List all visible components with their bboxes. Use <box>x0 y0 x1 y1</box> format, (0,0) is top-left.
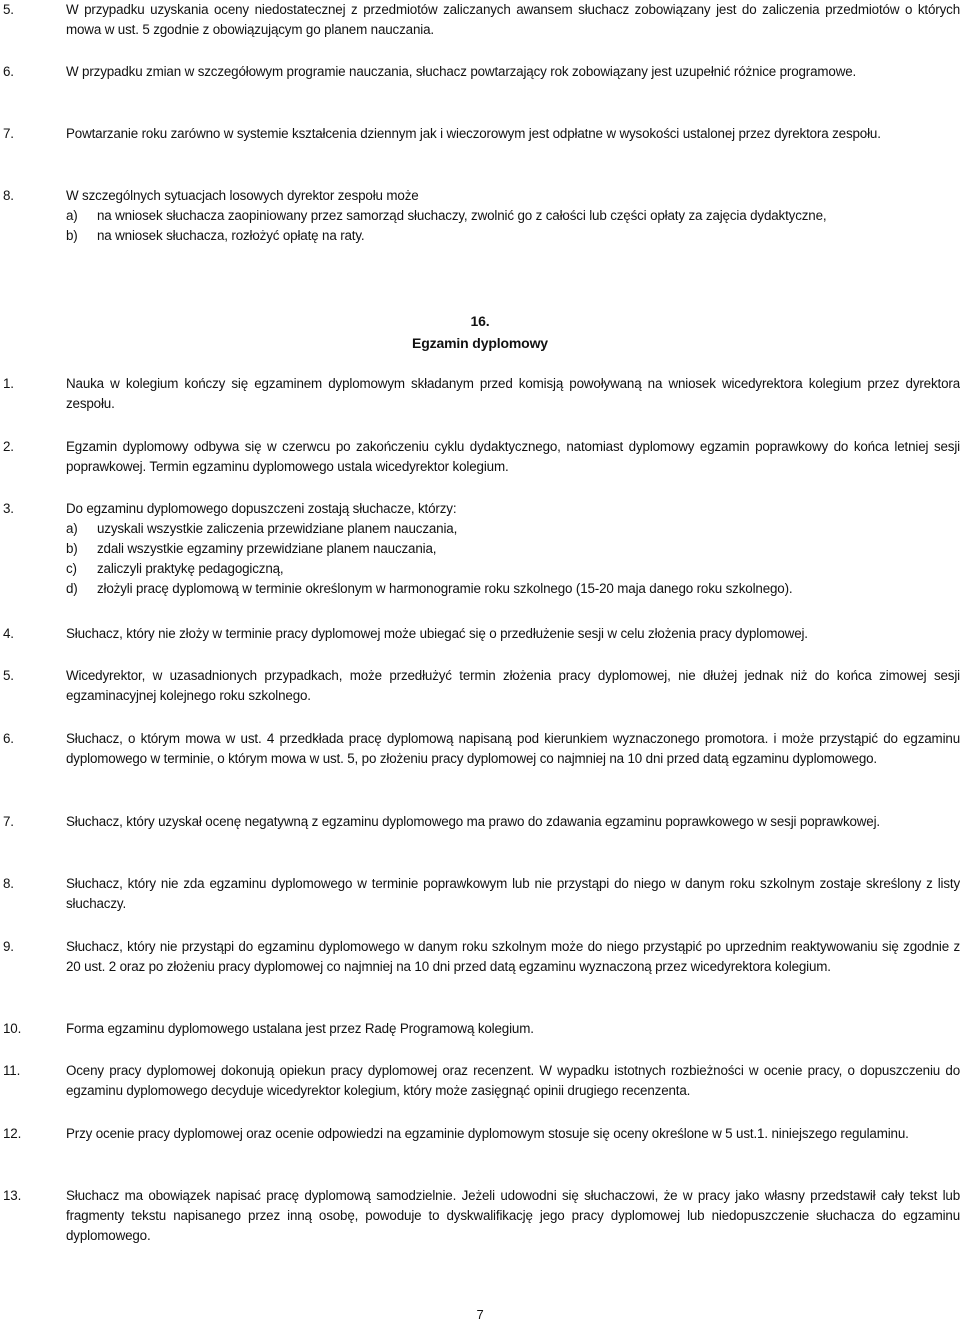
paragraph-text: Wicedyrektor, w uzasadnionych przypadkach, może przedłużyć termin złożenia pracy dyplomowej, nie dłużej jednak niż do końca zimowej sesji egzaminacyjnej kolejnego roku szkolnego. <box>66 668 960 703</box>
paragraph-text: Słuchacz, o którym mowa w ust. 4 przedkłada pracę dyplomową napisaną pod kierunkiem wyznaczonego promotora. i może przystąpić do egzaminu dyplomowego w terminie, o którym mowa w ust. 5, po złożeniu pracy dyplomowej co najmniej na 10 dni przed datą egzaminu dyplomowego. <box>66 731 960 766</box>
paragraph-text: Forma egzaminu dyplomowego ustalana jest przez Radę Programową kolegium. <box>66 1021 534 1036</box>
sub-item-c <box>66 559 960 579</box>
exam-paragraph-9 <box>3 937 960 977</box>
paragraph-number: 1. <box>3 376 14 391</box>
paragraph-text: Nauka w kolegium kończy się egzaminem dyplomowym składanym przed komisją powoływaną na wniosek wicedyrektora kolegium przez dyrektora zespołu. <box>66 376 960 411</box>
sub-item-d <box>66 579 960 599</box>
paragraph-number: 6. <box>3 64 14 79</box>
section-title: Egzamin dyplomowy <box>412 335 548 351</box>
paragraph-text: Powtarzanie roku zarówno w systemie kształcenia dziennym jak i wieczorowym jest odpłatne w wysokości ustalonej przez dyrektora zespołu. <box>66 126 881 141</box>
exam-paragraph-12 <box>3 1124 960 1144</box>
sub-item-b <box>66 226 960 246</box>
paragraph-text: Przy ocenie pracy dyplomowej oraz ocenie odpowiedzi na egzaminie dyplomowym stosuje się oceny określone w 5 ust.1. niniejszego regulaminu. <box>66 1126 909 1141</box>
sub-item-text: zdali wszystkie egzaminy przewidziane planem nauczania, <box>97 541 437 556</box>
sub-item-text: na wniosek słuchacza zaopiniowany przez samorząd słuchaczy, zwolnić go z całości lub części opłaty za zajęcia dydaktyczne, <box>97 208 827 223</box>
paragraph-text: Słuchacz ma obowiązek napisać pracę dyplomową samodzielnie. Jeżeli udowodni się słuchaczowi, że w pracy jako własny przedstawił cały tekst lub fragmenty tekstu napisanego przez inną osobę, powoduje to dyskwalifikację jego pracy dyplomowej lub niedopuszczenie słuchacza do egzaminu dyplomowego. <box>66 1188 960 1243</box>
sub-item-text: na wniosek słuchacza, rozłożyć opłatę na raty. <box>97 228 365 243</box>
paragraph-text: Egzamin dyplomowy odbywa się w czerwcu po zakończeniu cyklu dydaktycznego, natomiast dyplomowy egzamin poprawkowy do końca letniej sesji poprawkowej. Termin egzaminu dyplomowego ustala wicedyrektor kolegium. <box>66 439 960 474</box>
paragraph-number: 10. <box>3 1021 22 1036</box>
exam-paragraph-8 <box>3 874 960 914</box>
paragraph-number: 3. <box>3 501 14 516</box>
paragraph-number: 6. <box>3 731 14 746</box>
paragraph-text: Słuchacz, który uzyskał ocenę negatywną z egzaminu dyplomowego ma prawo do zdawania egzaminu poprawkowego w sesji poprawkowej. <box>66 814 880 829</box>
sub-item-label: a) <box>66 208 78 223</box>
exam-paragraph-4 <box>3 624 960 644</box>
paragraph-number: 5. <box>3 2 14 17</box>
paragraph-number: 5. <box>3 668 14 683</box>
paragraph-number: 13. <box>3 1188 22 1203</box>
sub-item-text: uzyskali wszystkie zaliczenia przewidziane planem nauczania, <box>97 521 458 536</box>
exam-paragraph-11 <box>3 1061 960 1101</box>
sub-item-label: b) <box>66 228 78 243</box>
section-number: 16. <box>470 313 490 329</box>
sub-item-label: a) <box>66 521 78 536</box>
paragraph-number: 11. <box>3 1063 21 1078</box>
paragraph-number: 7. <box>3 814 14 829</box>
paragraph-number: 8. <box>3 188 14 203</box>
paragraph-number: 9. <box>3 939 14 954</box>
sub-item-b <box>66 539 960 559</box>
paragraph-number: 7. <box>3 126 14 141</box>
sub-item-text: zaliczyli praktykę pedagogiczną, <box>97 561 284 576</box>
paragraph-text: Słuchacz, który nie przystąpi do egzaminu dyplomowego w danym roku szkolnym może do niego przystąpić po uprzednim reaktywowaniu się zgodnie z 20 ust. 2 oraz po złożeniu pracy dyplomowej co najmniej na 10 dni przed datą egzaminu wyznaczoną przez wicedyrektora kolegium. <box>66 939 960 974</box>
exam-paragraph-3 <box>3 499 960 599</box>
paragraph-number: 12. <box>3 1126 22 1141</box>
sub-item-label: b) <box>66 541 78 556</box>
paragraph-text <box>66 186 960 246</box>
paragraph-text: Słuchacz, który nie zda egzaminu dyplomowego w terminie poprawkowym lub nie przystąpi do niego w danym roku szkolnym zostaje skreślony z listy słuchaczy. <box>66 876 960 911</box>
paragraph-text: W przypadku zmian w szczegółowym programie nauczania, słuchacz powtarzający rok zobowiązany jest uzupełnić różnice programowe. <box>66 64 857 79</box>
paragraph-7 <box>3 124 960 144</box>
paragraph-number: 8. <box>3 876 14 891</box>
sub-item-label: d) <box>66 581 78 596</box>
paragraph-5 <box>3 0 960 40</box>
exam-paragraph-10 <box>3 1019 960 1039</box>
exam-paragraph-6 <box>3 729 960 769</box>
exam-paragraph-2 <box>3 437 960 477</box>
paragraph-number: 2. <box>3 439 14 454</box>
exam-paragraph-5 <box>3 666 960 706</box>
paragraph-intro: Do egzaminu dyplomowego dopuszczeni zostają słuchacze, którzy: <box>66 501 457 516</box>
exam-paragraph-1 <box>3 374 960 414</box>
paragraph-intro: W szczególnych sytuacjach losowych dyrektor zespołu może <box>66 188 419 203</box>
paragraph-text: Słuchacz, który nie złoży w terminie pracy dyplomowej może ubiegać się o przedłużenie sesji w celu złożenia pracy dyplomowej. <box>66 626 808 641</box>
page-number: 7 <box>476 1307 484 1322</box>
paragraph-8 <box>3 186 960 246</box>
sub-item-a <box>66 519 960 539</box>
paragraph-6 <box>3 62 960 82</box>
sub-item-label: c) <box>66 561 77 576</box>
paragraph-text: Oceny pracy dyplomowej dokonują opiekun pracy dyplomowej oraz recenzent. W wypadku istotnych rozbieżności w ocenie pracy, o dopuszczeniu do egzaminu dyplomowego decyduje wicedyrektor kolegium, który może zasięgnąć opinii drugiego recenzenta. <box>66 1063 960 1098</box>
paragraph-text <box>66 499 960 599</box>
exam-paragraph-7 <box>3 812 960 832</box>
paragraph-number: 4. <box>3 626 14 641</box>
paragraph-text: W przypadku uzyskania oceny niedostatecznej z przedmiotów zaliczanych awansem słuchacz zobowiązany jest do zaliczenia przedmiotów o których mowa w ust. 5 zgodnie z obowiązującym go planem nauczania. <box>66 2 960 37</box>
exam-paragraph-13 <box>3 1186 960 1246</box>
sub-item-text: złożyli pracę dyplomową w terminie określonym w harmonogramie roku szkolnego (15-20 maja danego roku szkolnego). <box>97 581 793 596</box>
sub-item-a <box>66 206 960 226</box>
